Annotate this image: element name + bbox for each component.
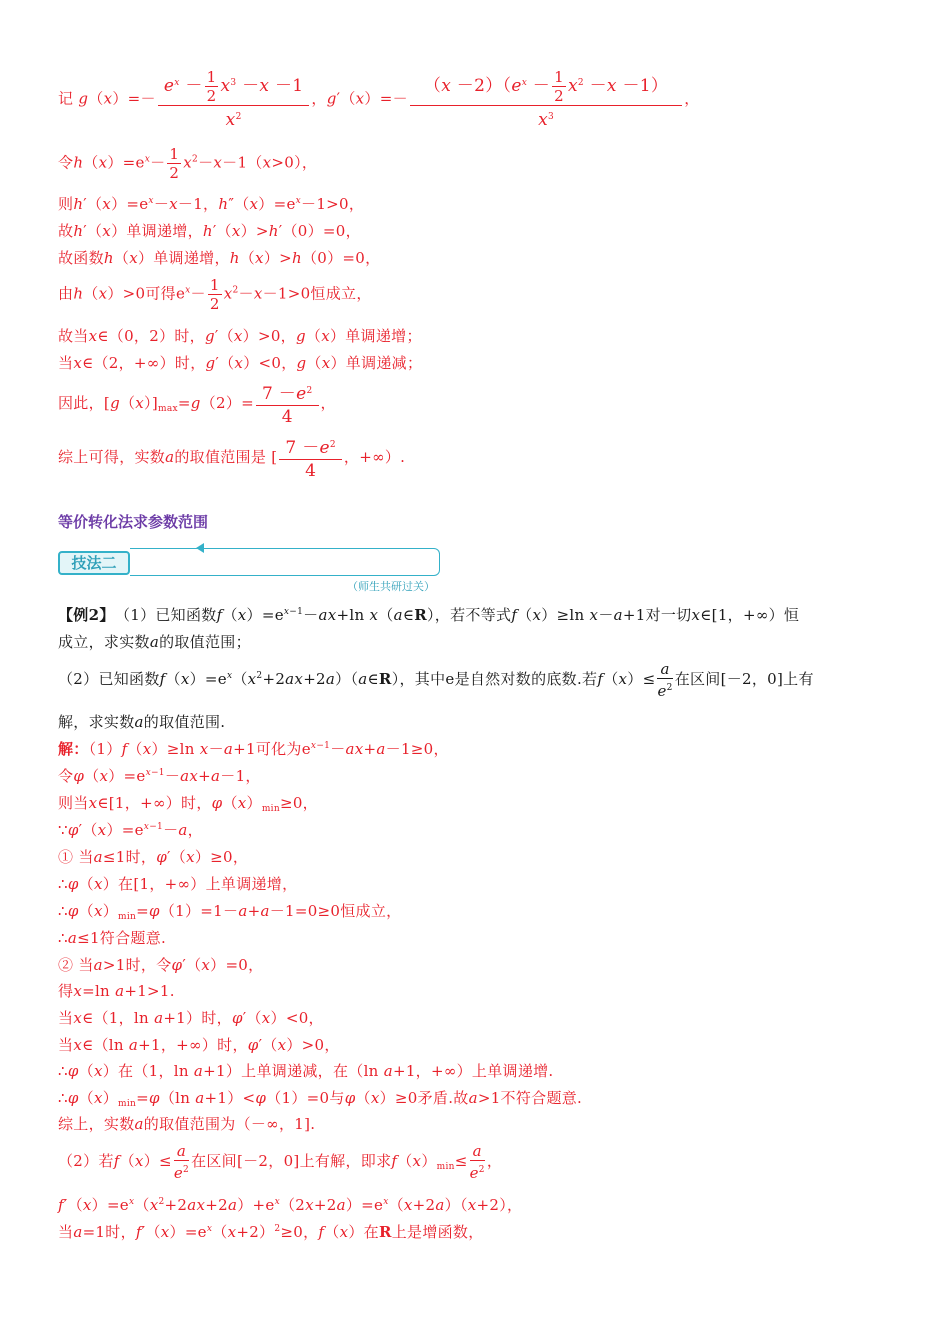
h-definition-line: 令$h(x)=e^x-$ $\frac{1}{2}$ $x^2-x-1(x>0)$， [58, 145, 318, 182]
increasing-interval-line: 故当x∈（0，2）时，g′（x）>0，g（x）单调递增； [58, 327, 422, 345]
solution-line-15: 综上，实数a的取值范围为（－∞，1]. [58, 1115, 316, 1133]
conclusion-line: 综上可得，实数a的取值范围是 [ $\frac{7 -e^2}{4}$ ，+∞）. [58, 434, 405, 482]
solution-line-7: $\therefore\varphi(x)_{min}=\varphi(1)=1-a+a-1=0\ge 0$恒成立， [58, 902, 402, 922]
g-prime-fraction: $(x -2)(e^x$ － $\frac{1}{2}$ $x^2 -x -1$） $x^3$ [410, 68, 682, 131]
badge-frame [130, 548, 440, 576]
solution-line-12: 当x∈（ln a+1，+∞）时，φ′（x）>0， [58, 1036, 340, 1054]
solution-line-3: 则当x∈[1，+∞）时，$\varphi(x)_{min}\ge 0$， [58, 794, 318, 814]
solution-line-4: $\because\varphi'(x)=e^{x-1}-a$， [58, 821, 203, 839]
monotone-h-line: 故函数h（x）单调递增，h（x）>h（0）=0， [58, 249, 381, 267]
monotone-hprime-line: 故h′（x）单调递增，h′（x）>h′（0）=0， [58, 222, 361, 240]
solution-line-8: ∴a≤1符合题意. [58, 929, 167, 947]
technique-badge: 技法二 [58, 551, 130, 575]
decreasing-interval-line: 当x∈（2，+∞）时，g′（x）<0，g（x）单调递减； [58, 354, 423, 372]
max-value-line: 因此，$[g(x)]_{max}=g(2)=$ $\frac{7 -e^2}{4}$ ， [58, 380, 336, 428]
solution-line-2: 令$\varphi(x)=e^{x-1}-ax+a-1$， [58, 767, 261, 785]
solution-line-17: $f'(x)=e^x(x^2+2ax+2a)+e^x(2x+2a)=e^x(x+2a)(x+2)$， [58, 1196, 523, 1214]
solution-line-13: ∴φ（x）在（1，ln a+1）上单调递减，在（ln a+1，+∞）上单调递增. [58, 1062, 554, 1080]
example-question-1b: 成立，求实数a的取值范围； [58, 633, 251, 651]
g-definition-line: 记 g（x）=－ $e^x$ － $\frac{1}{2}$ $x^3 -x -1$ $x^2$ ，g′（x）=－ $(x -2)(e^x$ － $\frac{1}{2}$ $x^2 -x -1$） $x^3$ ， [58, 68, 700, 130]
derivative-line: 则$h'(x)=e^x-x-1$，$h''(x)=e^x-1>0$， [58, 195, 365, 213]
example-label: 【例2】 [58, 606, 108, 624]
example-question-1a: 【例2】 （1）已知函数$f(x)=e^{x-1}-ax+\ln$ x（a∈R），若不等式f（x）≥ln x－a+1对一切x∈[1，+∞）恒 [58, 606, 800, 624]
arrow-left-icon [196, 543, 204, 553]
g-fraction: $e^x$ － $\frac{1}{2}$ $x^3 -x -1$ $x^2$ [158, 68, 310, 131]
solution-line-5: ① 当a≤1时，φ′（x）≥0， [58, 848, 249, 866]
example-question-2a: （2）已知函数$f(x)=e^x(x^2+2ax+2a)(a\in R)$，其中e是自然对数的底数.若f（x）≤ $\frac{a}{e^2}$ 在区间[－2，0]上有 [58, 660, 814, 700]
solution-line-14: $\therefore\varphi(x)_{min}=\varphi(\ln$ a+1）<φ（1）=0与φ（x）≥0矛盾.故a>1不符合题意. [58, 1089, 583, 1109]
badge-note: （师生共研过关） [347, 580, 435, 593]
solution-line-11: 当x∈（1，ln a+1）时，φ′（x）<0， [58, 1009, 324, 1027]
solution-line-10: 得x=ln a+1>1. [58, 982, 175, 1000]
positivity-line: 由h（x）>0可得$e^x-$ $\frac{1}{2}$ $x^2-x-1>0$恒成立， [58, 276, 372, 313]
section-heading: 等价转化法求参数范围 [58, 513, 209, 531]
solution-line-18: 当a=1时，$f'(x)=e^x(x+2)^2\ge 0$，f（x）在R上是增函数， [58, 1223, 484, 1241]
example-question-2b: 解，求实数a的取值范围. [58, 713, 226, 731]
solution-line-16: （2）若f（x）≤ $\frac{a}{e^2}$ 在区间[－2，0]上有解，即求$f(x)_{min}\le$ $\frac{a}{e^2}$ ， [58, 1142, 503, 1182]
solution-line-1: 解：（1）f（x）≥ln x－a+1可化为$e^{x-1}-ax+a-1\ge 0$， [58, 740, 449, 758]
solution-line-9: ② 当a>1时，令φ′（x）=0， [58, 956, 264, 974]
solution-line-6: ∴φ（x）在[1，+∞）上单调递增， [58, 875, 298, 893]
